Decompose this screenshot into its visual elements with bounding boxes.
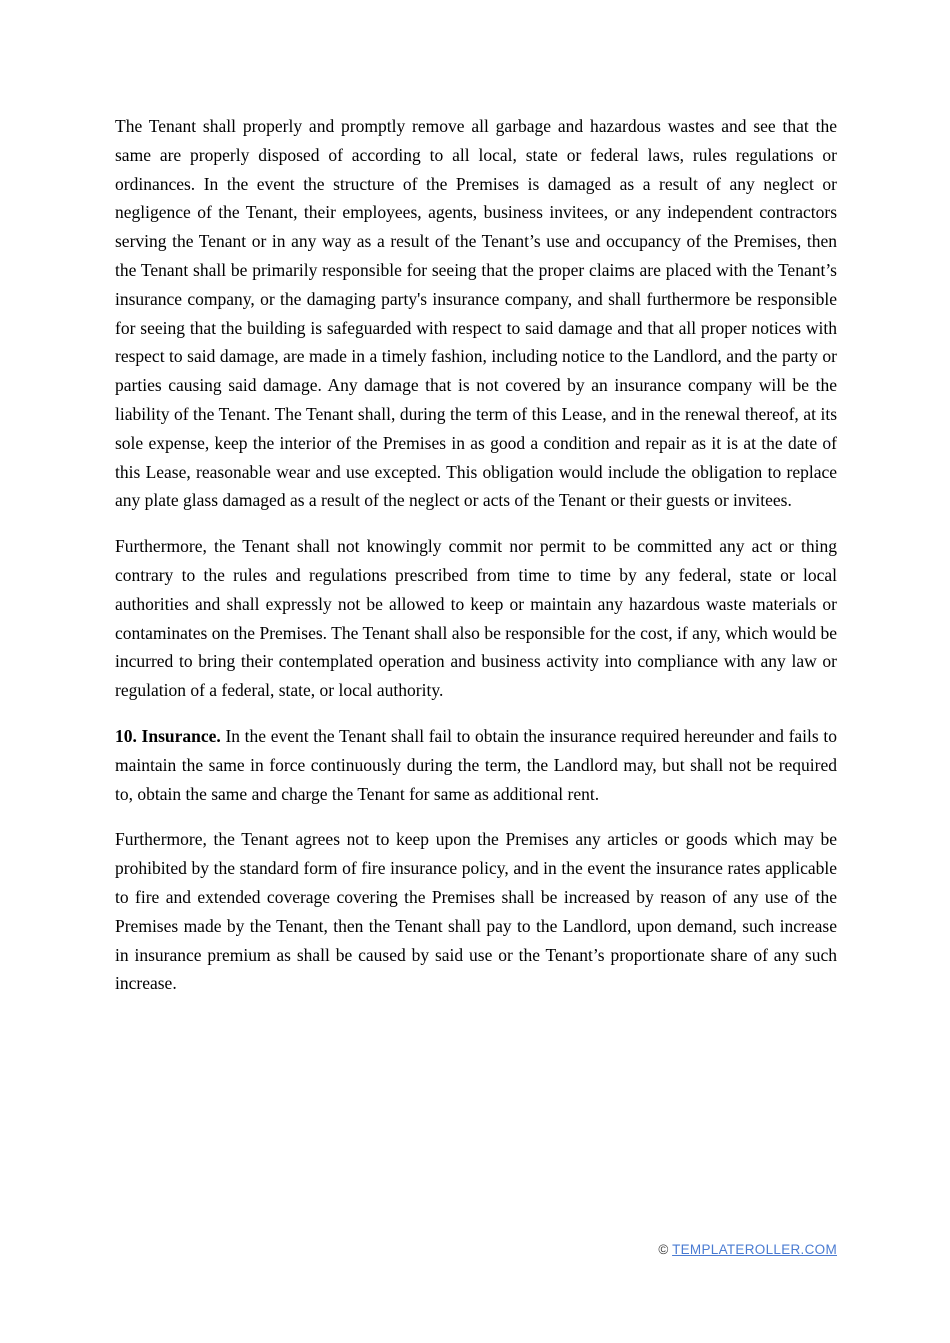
section-heading-insurance: 10. Insurance. bbox=[115, 725, 221, 746]
section-insurance-text: In the event the Tenant shall fail to obtain the insurance required hereunder and fails to maintain the same in force continuously during the term, the Landlord may, but shall not be required to, obtain the same and charge the Tenant for same as additional rent. bbox=[115, 725, 837, 804]
paragraph-insurance-section bbox=[115, 722, 837, 808]
paragraph-garbage-removal: The Tenant shall properly and promptly remove all garbage and hazardous wastes and see that the same are properly disposed of according to all local, state or federal laws, rules regulations or ordinances. In the event the structure of the Premises is damaged as a result of any neglect or negligence of the Tenant, their employees, agents, business invitees, or any independent contractors serving the Tenant or in any way as a result of the Tenant’s use and occupancy of the Premises, then the Tenant shall be primarily responsible for seeing that the proper claims are placed with the Tenant’s insurance company, or the damaging party's insurance company, and shall furthermore be responsible for seeing that the building is safeguarded with respect to said damage and that all proper notices with respect to said damage, are made in a timely fashion, including notice to the Landlord, and the party or parties causing said damage. Any damage that is not covered by an insurance company will be the liability of the Tenant. The Tenant shall, during the term of this Lease, and in the renewal thereof, at its sole expense, keep the interior of the Premises in as good a condition and repair as it is at the date of this Lease, reasonable wear and use excepted. This obligation would include the obligation to replace any plate glass damaged as a result of the neglect or acts of the Tenant or their guests or invitees. bbox=[115, 116, 837, 511]
copyright-symbol: © bbox=[658, 1242, 669, 1257]
paragraph-fire-insurance: Furthermore, the Tenant agrees not to keep upon the Premises any articles or goods which may be prohibited by the standard form of fire insurance policy, and in the event the insurance rates applicable to fire and extended coverage covering the Premises shall be increased by reason of any use of the Premises made by the Tenant, then the Tenant shall pay to the Landlord, upon demand, such increase in insurance premium as shall be caused by said use or the Tenant’s proportionate share of any such increase. bbox=[115, 829, 837, 994]
page-footer bbox=[115, 1241, 837, 1258]
paragraph-rules-compliance: Furthermore, the Tenant shall not knowingly commit nor permit to be committed any act or thing contrary to the rules and regulations prescribed from time to time by any federal, state or local authorities and shall expressly not be allowed to keep or maintain any hazardous waste materials or contaminates on the Premises. The Tenant shall also be responsible for the cost, if any, which would be incurred to bring their contemplated operation and business activity into compliance with any law or regulation of a federal, state, or local authority. bbox=[115, 536, 837, 701]
document-body bbox=[115, 112, 837, 1015]
templateroller-link[interactable]: TEMPLATEROLLER.COM bbox=[672, 1242, 837, 1257]
